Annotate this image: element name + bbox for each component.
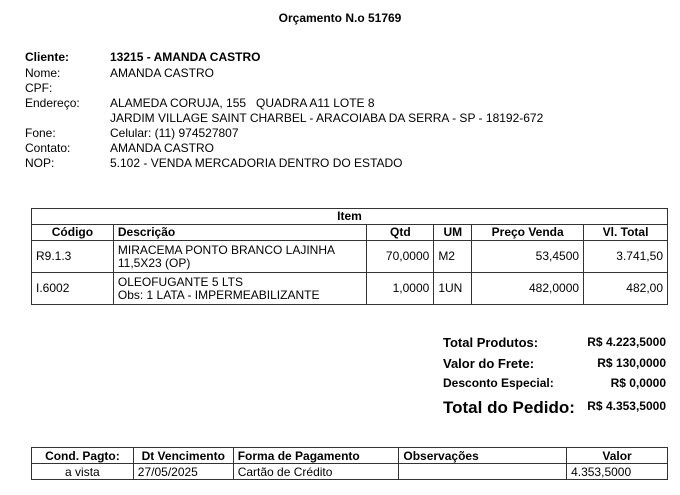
payment-valor: 4.353,5000 — [567, 464, 668, 480]
nop-label: NOP: — [25, 156, 55, 170]
item-codigo: I.6002 — [32, 273, 114, 305]
item-codigo: R9.1.3 — [32, 241, 114, 273]
item-preco: 53,4500 — [472, 241, 584, 273]
items-table — [31, 208, 668, 305]
item-desc-line2: Obs: 1 LATA - IMPERMEABILIZANTE — [117, 287, 320, 302]
nome-value: AMANDA CASTRO — [110, 66, 215, 80]
valor-frete-label: Valor do Frete: — [443, 356, 535, 371]
payment-header-row — [32, 448, 668, 464]
total-produtos-label: Total Produtos: — [443, 335, 539, 350]
payment-vencimento: 27/05/2025 — [133, 464, 233, 480]
col-header-qtd: Qtd — [367, 225, 434, 241]
nome-label: Nome: — [25, 66, 61, 80]
table-row — [32, 273, 668, 305]
col-header-cond: Cond. Pagto: — [32, 448, 134, 464]
fone-value: Celular: (11) 974527807 — [110, 126, 239, 140]
total-pedido-label: Total do Pedido: — [443, 398, 575, 417]
total-pedido-value: R$ 4.353,5000 — [587, 399, 666, 413]
item-qtd: 1,0000 — [367, 273, 434, 305]
item-descricao — [113, 241, 367, 273]
contato-label: Contato: — [25, 141, 71, 155]
col-header-codigo: Código — [32, 225, 114, 241]
item-total: 3.741,50 — [584, 241, 668, 273]
item-um: 1UN — [434, 273, 472, 305]
item-desc-line1: OLEOFUGANTE 5 LTS — [117, 274, 243, 289]
desconto-label: Desconto Especial: — [443, 376, 554, 390]
cpf-label: CPF: — [25, 81, 53, 95]
item-descricao — [113, 273, 367, 305]
col-header-descricao: Descrição — [113, 225, 367, 241]
item-total: 482,00 — [584, 273, 668, 305]
item-desc-line1: MIRACEMA PONTO BRANCO LAJINHA — [117, 242, 336, 257]
fone-label: Fone: — [25, 126, 56, 140]
table-row — [32, 241, 668, 273]
item-desc-line2: 11,5X23 (OP) — [117, 255, 191, 270]
payment-cond: a vista — [32, 464, 134, 480]
item-preco: 482,0000 — [472, 273, 584, 305]
col-header-preco: Preço Venda — [472, 225, 584, 241]
page-title: Orçamento N.o 51769 — [278, 11, 402, 25]
col-header-vencimento: Dt Vencimento — [133, 448, 233, 464]
col-header-observacoes: Observações — [399, 448, 567, 464]
endereco-line2: JARDIM VILLAGE SAINT CHARBEL - ARACOIABA DA SERRA - SP - 18192-672 — [110, 111, 544, 125]
payment-table — [31, 447, 668, 480]
table-row — [32, 464, 668, 480]
nop-value: 5.102 - VENDA MERCADORIA DENTRO DO ESTADO — [110, 156, 403, 170]
item-um: M2 — [434, 241, 472, 273]
cliente-label: Cliente: — [25, 50, 70, 64]
desconto-value: R$ 0,0000 — [610, 376, 666, 390]
valor-frete-value: R$ 130,0000 — [597, 356, 666, 370]
endereco-label: Endereço: — [25, 96, 80, 110]
col-header-forma: Forma de Pagamento — [233, 448, 399, 464]
payment-forma: Cartão de Crédito — [233, 464, 399, 480]
items-caption: Item — [32, 209, 668, 225]
col-header-um: UM — [434, 225, 472, 241]
col-header-valor: Valor — [567, 448, 668, 464]
items-header-row — [32, 225, 668, 241]
contato-value: AMANDA CASTRO — [110, 141, 215, 155]
cliente-value: 13215 - AMANDA CASTRO — [110, 50, 261, 64]
item-qtd: 70,0000 — [367, 241, 434, 273]
endereco-line1: ALAMEDA CORUJA, 155 QUADRA A11 LOTE 8 — [110, 96, 375, 110]
col-header-total: Vl. Total — [584, 225, 668, 241]
payment-observacoes — [399, 464, 567, 480]
total-produtos-value: R$ 4.223,5000 — [587, 335, 666, 349]
